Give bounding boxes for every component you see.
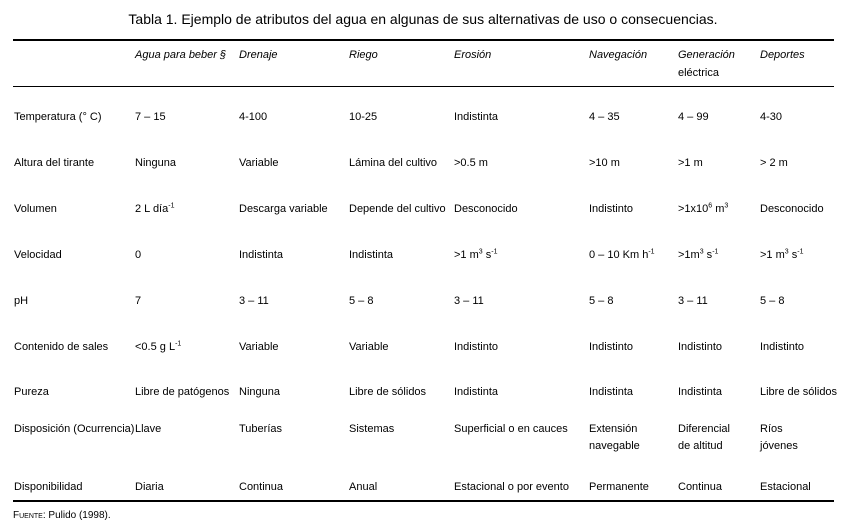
source-note (13, 510, 111, 521)
table-cell: >1 $m^3$ $s^{-1}$ (760, 248, 804, 261)
table-cell: Indistinta (349, 249, 394, 261)
table-cell: Indistinta (239, 249, 284, 261)
table-cell: <0.5 g $L^{-1}$ (135, 340, 182, 353)
table-cell: 4 – 99 (678, 111, 709, 123)
table-cell: 5 – 8 (760, 295, 785, 307)
row-label-disponibilidad: Disponibilidad (14, 481, 83, 493)
row-label-ph: pH (14, 295, 29, 307)
table-cell: Indistinto (454, 341, 499, 353)
table-cell: 2 L día$^{-1}$ (135, 202, 175, 215)
header-navegacion: Navegación (589, 49, 648, 61)
table-cell: Libre de patógenos (135, 386, 230, 398)
table-cell: Lámina del cultivo (349, 157, 438, 169)
table-title: Tabla 1. Ejemplo de atributos del agua en algunas de sus alternativas de uso o consecuencias. (128, 11, 718, 27)
table-cell: Libre de sólidos (760, 386, 838, 398)
table-cell: Indistinto (589, 203, 634, 215)
table-cell: 4 – 35 (589, 111, 620, 123)
table-cell-line2: jóvenes (760, 440, 798, 452)
table-cell-line2: navegable (589, 440, 640, 452)
table-cell: Desconocido (760, 203, 824, 215)
table-cell: Indistinta (678, 386, 723, 398)
table-cell: Continua (678, 481, 723, 493)
table-cell: 5 – 8 (349, 295, 374, 307)
table-cell: 3 – 11 (678, 295, 708, 307)
table-cell: > 2 m (760, 157, 788, 169)
table-cell: Diaria (135, 481, 164, 493)
table-cell: Indistinta (454, 111, 499, 123)
table-cell: Permanente (589, 481, 649, 493)
table-cell: Estacional o por evento (454, 481, 569, 493)
header-drenaje: Drenaje (239, 49, 278, 61)
table-cell: Indistinto (760, 341, 805, 353)
table-cell: 7 (135, 295, 142, 307)
table-cell: 7 – 15 (135, 111, 166, 123)
header-deportes: Deportes (760, 49, 805, 61)
header-rule (13, 86, 834, 87)
table-cell: 5 – 8 (589, 295, 614, 307)
table-cell: Variable (239, 157, 279, 169)
row-label-pureza: Pureza (14, 386, 49, 398)
table-cell: Llave (135, 423, 162, 435)
table-cell: >1 m (678, 157, 703, 169)
row-label-volumen: Volumen (14, 203, 57, 215)
table-cell: Indistinto (589, 341, 634, 353)
table-cell: Indistinta (454, 386, 499, 398)
table-cell: Tuberías (239, 423, 283, 435)
table-cell: 0 (135, 249, 142, 261)
table-cell: Ninguna (135, 157, 176, 169)
table-cell-line2: de altitud (678, 440, 723, 452)
table-cell: Ninguna (239, 386, 280, 398)
table-cell: Descarga variable (239, 203, 328, 215)
table-cell: Libre de sólidos (349, 386, 427, 398)
table-cell: $>1m^3$ $s^{-1}$ (678, 248, 719, 261)
row-label-disposicion: Disposición (Ocurrencia) (14, 423, 135, 435)
table-cell: Ríos (760, 423, 783, 435)
table-cell: 0 – 10 Km $h^{-1}$ (589, 248, 655, 261)
header-erosion: Erosión (454, 49, 492, 61)
header-generacion: Generación (678, 49, 735, 61)
table-cell: Depende del cultivo (349, 203, 446, 215)
row-label-velocidad: Velocidad (14, 249, 62, 261)
source-label: Fuente (13, 510, 43, 521)
table-cell: Desconocido (454, 203, 518, 215)
header-agua-para-beber: Agua para beber § (135, 49, 227, 61)
table-cell: Extensión (589, 423, 638, 435)
table-cell: 3 – 11 (239, 295, 269, 307)
table-cell: Variable (239, 341, 279, 353)
table-cell: >0.5 m (454, 157, 488, 169)
header-generacion-line2: eléctrica (678, 67, 719, 79)
table-cell: >1 $m^3$ $s^{-1}$ (454, 248, 498, 261)
row-label-sales: Contenido de sales (14, 341, 109, 353)
table-cell: Indistinto (678, 341, 723, 353)
table-cell: Anual (349, 481, 378, 493)
table-cell: 4-30 (760, 111, 783, 123)
top-rule (13, 39, 834, 41)
source-text: : Pulido (1998). (42, 510, 111, 521)
table-cell: >10 m (589, 157, 620, 169)
table-cell: Variable (349, 341, 389, 353)
table-cell: Superficial o en cauces (454, 423, 568, 435)
row-label-altura: Altura del tirante (14, 157, 95, 169)
header-riego: Riego (349, 49, 378, 61)
row-label-temperatura: Temperatura (° C) (14, 111, 102, 123)
bottom-rule (13, 500, 834, 502)
table-cell: Continua (239, 481, 284, 493)
table-cell: Indistinta (589, 386, 634, 398)
table-cell: Estacional (760, 481, 811, 493)
table-cell: 10-25 (349, 111, 378, 123)
table-cell: $>1x10^6$ $m^3$ (678, 202, 729, 215)
table-cell: Sistemas (349, 423, 395, 435)
table-cell: Diferencial (678, 423, 730, 435)
table-cell: 4-100 (239, 111, 268, 123)
table-cell: 3 – 11 (454, 295, 484, 307)
